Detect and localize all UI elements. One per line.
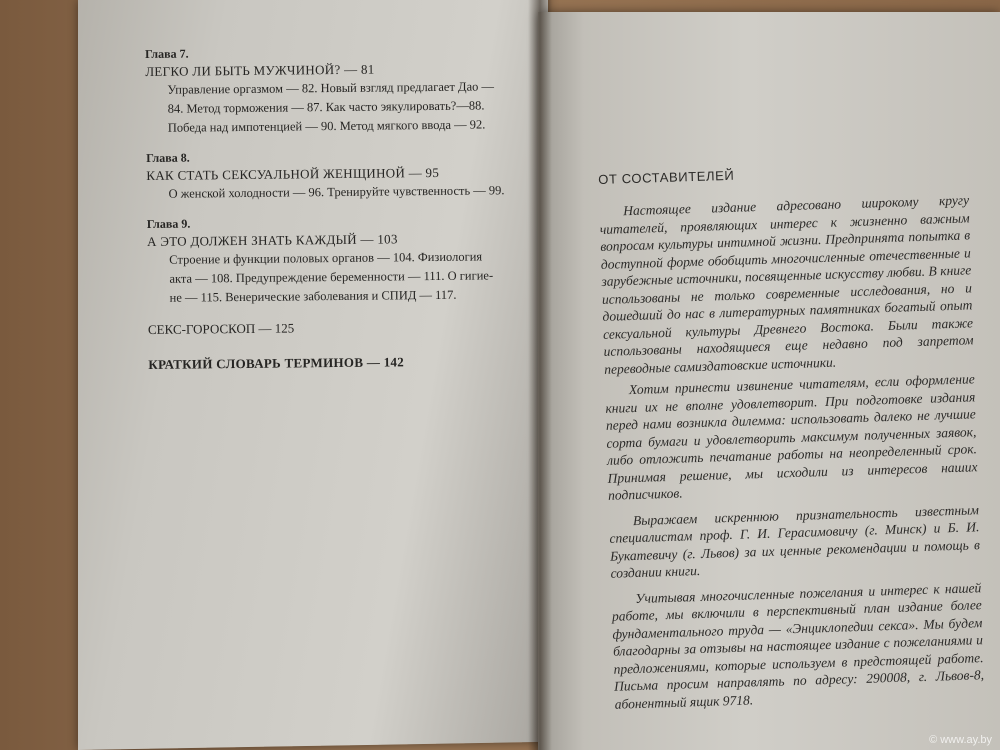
toc-chapter-7	[145, 42, 526, 138]
chapter-line: Строение и функции половых органов — 104. Физиология	[169, 249, 483, 267]
preface-paragraph: Настоящее издание адресовано широкому кругу читателей, проявляющих интерес к жизненно важным вопросам культуры интимной жизни. Предпринята попытка в доступной форме обобщить многочисленные отечественные и зарубежные источники, посвященные искусству любви. В книге использованы не только современные исследования, но и дошедший до нас в литературных памятниках богатый опыт сексуальной культуры Древнего Востока. Были также использованы находящиеся еще недавно под запретом переводные самиздатовские источники.	[599, 192, 974, 377]
chapter-line: акта — 108. Предупреждение беременности — 111. О гигие-	[169, 268, 494, 286]
chapter-line: Управление оргазмом — 82. Новый взгляд предлагает Дао —	[167, 79, 495, 97]
preface-title: ОТ СОСТАВИТЕЛЕЙ	[598, 167, 735, 187]
chapter-line: 84. Метод торможения — 87. Как часто эякулировать?—88.	[167, 98, 485, 116]
chapter-line: Победа над импотенцией — 90. Метод мягкого ввода — 92.	[167, 117, 486, 135]
chapter-title: ЛЕГКО ЛИ БЫТЬ МУЖЧИНОЙ? — 81	[145, 61, 375, 79]
preface-paragraph: Учитывая многочисленные пожелания и интерес к нашей работе, мы включили в перспективный план издание более фундаментального труда — «Энциклопедии секса». Мы будем благодарны за отзывы на настоящее издание с пожеланиями и предложениями, которые используем в предстоящей работе. Письма просим направлять по адресу: 290008, г. Львов-8, абонентный ящик 9718.	[611, 579, 985, 712]
chapter-title: КАК СТАТЬ СЕКСУАЛЬНОЙ ЖЕНЩИНОЙ — 95	[146, 164, 440, 183]
toc-chapter-9	[147, 212, 528, 308]
table-of-contents	[145, 42, 528, 374]
book-gutter	[528, 0, 552, 750]
preface-paragraph: Выражаем искреннюю признательность известным специалистам проф. Г. И. Герасимовичу (г. Минск) и Б. И. Букатевичу (г. Львов) за их ценные рекомендации и помощь в создании книги.	[609, 501, 981, 581]
chapter-label: Глава 9.	[146, 216, 191, 231]
chapter-title: А ЭТО ДОЛЖЕН ЗНАТЬ КАЖДЫЙ — 103	[146, 231, 398, 249]
toc-horoscope: СЕКС-ГОРОСКОП — 125	[147, 320, 295, 337]
chapter-label: Глава 7.	[145, 46, 189, 61]
chapter-line: О женской холодности — 96. Тренируйте чувственность — 99.	[168, 183, 505, 201]
watermark: © www.ay.by	[929, 734, 992, 746]
preface-paragraph: Хотим принести извинение читателям, если оформление книги их не вполне удовлетворит. При подготовке издания перед нами возникла дилемма: использовать далеко не лучшие сорта бумаги и удовлетворить максимум полученных заявок, либо отложить печатание работы на неопределенный срок. Принимая решение, мы исходили из интересов наших подписчиков.	[605, 371, 978, 503]
toc-chapter-8	[146, 146, 527, 204]
toc-dictionary: КРАТКИЙ СЛОВАРЬ ТЕРМИНОВ — 142	[148, 354, 405, 372]
chapter-line: не — 115. Венерические заболевания и СПИД — 117.	[169, 287, 457, 305]
chapter-label: Глава 8.	[146, 150, 190, 165]
preface	[598, 160, 985, 716]
